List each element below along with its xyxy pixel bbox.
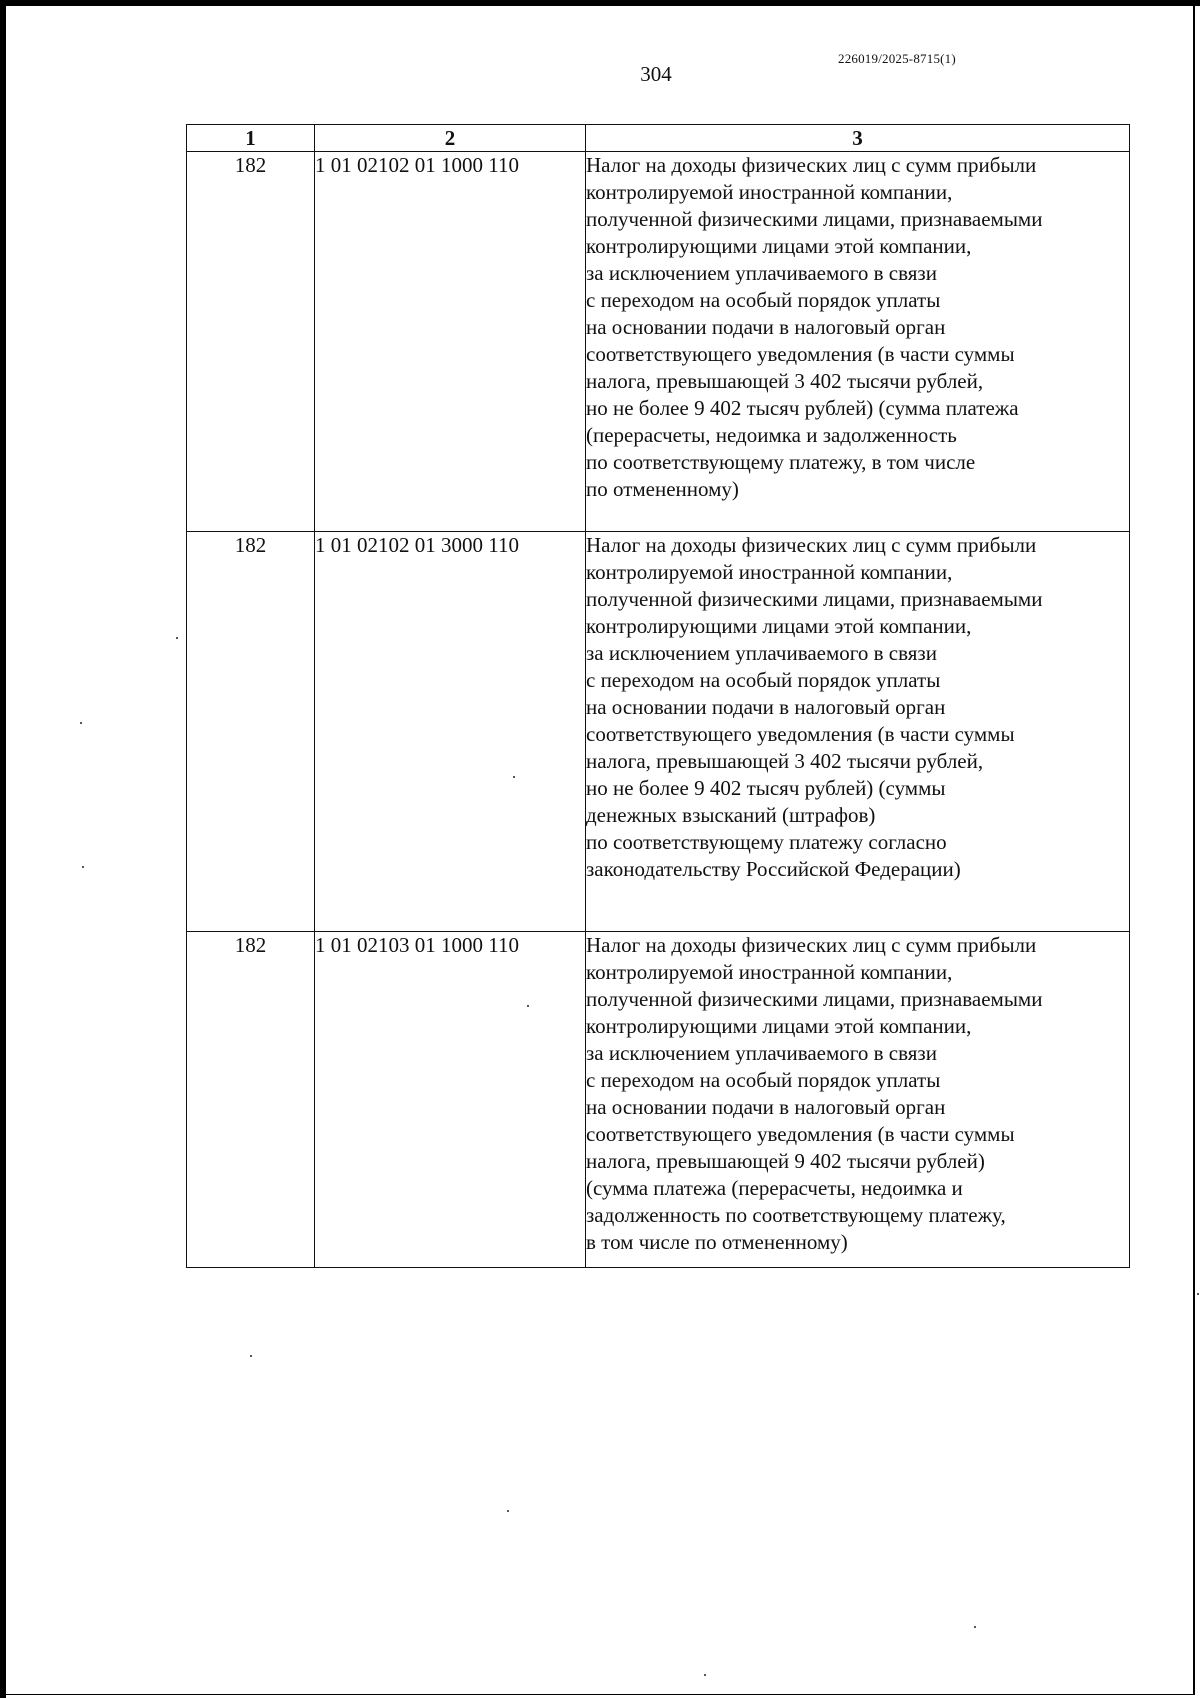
description-line: полученной физическими лицами, признаваемыми <box>586 587 1043 611</box>
description-line: Налог на доходы физических лиц с сумм прибыли <box>586 153 1037 177</box>
kbk-code: 1 01 02103 01 1000 110 <box>315 932 586 1268</box>
description-line: (сумма платежа (перерасчеты, недоимка и <box>586 1176 963 1200</box>
description-line: по соответствующему платежу согласно <box>586 830 947 854</box>
description-line: налога, превышающей 3 402 тысячи рублей, <box>586 749 984 773</box>
description-line: на основании подачи в налоговый орган <box>586 695 946 719</box>
document-id: 226019/2025-8715(1) <box>838 51 956 66</box>
description-line: контролирующими лицами этой компании, <box>586 1014 972 1038</box>
scan-speck <box>507 1510 509 1512</box>
description-line: за исключением уплачиваемого в связи <box>586 641 937 665</box>
description-line: с переходом на особый порядок уплаты <box>586 1068 941 1092</box>
description-line: за исключением уплачиваемого в связи <box>586 1041 937 1065</box>
page-number: 304 <box>640 62 672 86</box>
scan-speck <box>176 637 178 639</box>
description-line: по соответствующему платежу, в том числе <box>586 450 976 474</box>
description-line: с переходом на особый порядок уплаты <box>586 288 941 312</box>
description-line: с переходом на особый порядок уплаты <box>586 668 941 692</box>
header-col-3: 3 <box>586 125 1130 152</box>
admin-code: 182 <box>187 152 315 532</box>
description-line: полученной физическими лицами, признаваемыми <box>586 207 1043 231</box>
scan-speck <box>527 1005 529 1007</box>
header-col-2: 2 <box>315 125 586 152</box>
description <box>586 532 1130 932</box>
description-line: (перерасчеты, недоимка и задолженность <box>586 423 957 447</box>
scan-speck <box>250 1355 252 1357</box>
description-line: контролируемой иностранной компании, <box>586 560 953 584</box>
description-line: контролирующими лицами этой компании, <box>586 234 972 258</box>
table-header-row <box>187 125 1130 152</box>
description-line: по отмененному) <box>586 477 739 501</box>
description-line: Налог на доходы физических лиц с сумм прибыли <box>586 933 1037 957</box>
description-line: но не более 9 402 тысяч рублей) (сумма платежа <box>586 396 1019 420</box>
description-line: налога, превышающей 9 402 тысячи рублей) <box>586 1149 985 1173</box>
description-line: полученной физическими лицами, признаваемыми <box>586 987 1043 1011</box>
budget-codes-table <box>186 124 1130 1268</box>
description-line: задолженность по соответствующему платежу, <box>586 1203 1006 1227</box>
header-col-1: 1 <box>187 125 315 152</box>
scan-speck <box>704 1674 706 1676</box>
table-row <box>187 152 1130 532</box>
description-line: на основании подачи в налоговый орган <box>586 1095 946 1119</box>
description-line: контролирующими лицами этой компании, <box>586 614 972 638</box>
description-line: соответствующего уведомления (в части суммы <box>586 722 1015 746</box>
description-line: контролируемой иностранной компании, <box>586 180 953 204</box>
description-line: соответствующего уведомления (в части суммы <box>586 1122 1015 1146</box>
description-line: денежных взысканий (штрафов) <box>586 803 876 827</box>
description <box>586 932 1130 1268</box>
scan-speck <box>80 722 82 724</box>
scan-speck <box>1197 1293 1199 1295</box>
admin-code: 182 <box>187 932 315 1268</box>
description-line: законодательству Российской Федерации) <box>586 857 961 881</box>
description <box>586 152 1130 532</box>
description-line: контролируемой иностранной компании, <box>586 960 953 984</box>
scan-speck <box>82 866 84 868</box>
table-row <box>187 532 1130 932</box>
kbk-code: 1 01 02102 01 3000 110 <box>315 532 586 932</box>
description-line: на основании подачи в налоговый орган <box>586 315 946 339</box>
scan-speck <box>974 1626 976 1628</box>
admin-code: 182 <box>187 532 315 932</box>
kbk-code: 1 01 02102 01 1000 110 <box>315 152 586 532</box>
description-line: соответствующего уведомления (в части суммы <box>586 342 1015 366</box>
description-line: за исключением уплачиваемого в связи <box>586 261 937 285</box>
description-line: налога, превышающей 3 402 тысячи рублей, <box>586 369 984 393</box>
description-line: в том числе по отмененному) <box>586 1230 848 1254</box>
description-line: но не более 9 402 тысяч рублей) (суммы <box>586 776 946 800</box>
description-line: Налог на доходы физических лиц с сумм прибыли <box>586 533 1037 557</box>
table-row <box>187 932 1130 1268</box>
scan-speck <box>513 776 515 778</box>
